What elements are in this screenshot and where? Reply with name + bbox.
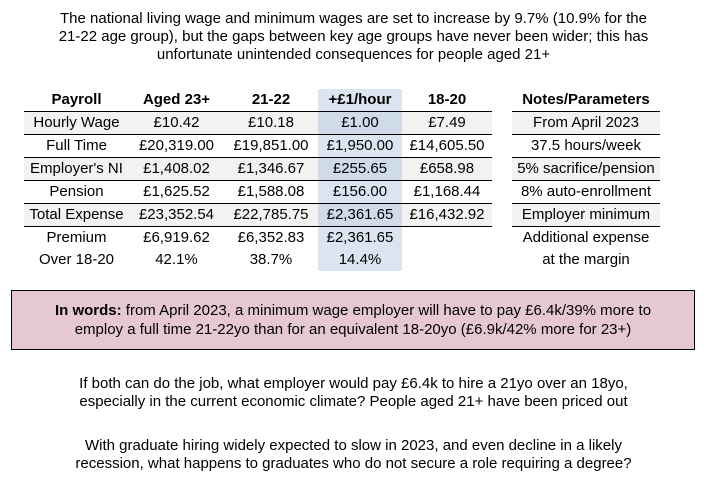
cell-18-20: £1,168.44 bbox=[413, 183, 481, 200]
row-label: Premium bbox=[46, 229, 107, 246]
header-plus-1-hour: +£1/hour bbox=[318, 89, 402, 112]
heading-line: unfortunate unintended consequences for people aged 21+ bbox=[156, 46, 551, 63]
heading bbox=[10, 10, 697, 64]
table-row bbox=[24, 204, 660, 227]
cell-plus-1-hour: £255.65 bbox=[318, 158, 402, 181]
cell-notes: Employer minimum bbox=[512, 204, 660, 227]
cell-plus-1-hour: £156.00 bbox=[318, 181, 402, 204]
table-row bbox=[24, 181, 660, 204]
cell-plus-1-hour: £2,361.65 bbox=[318, 204, 402, 227]
table-header-row bbox=[24, 89, 660, 112]
cell-notes: 8% auto-enrollment bbox=[520, 183, 652, 200]
cell-plus-1-hour: £2,361.65 bbox=[318, 227, 402, 250]
callout-line bbox=[12, 301, 694, 320]
cell-notes: 5% sacrifice/pension bbox=[512, 158, 660, 181]
cell-aged-23: £1,408.02 bbox=[129, 158, 224, 181]
cell-18-20 bbox=[402, 249, 492, 271]
cell-aged-23: £23,352.54 bbox=[129, 204, 224, 227]
cell-plus-1-hour: £1,950.00 bbox=[318, 135, 402, 158]
paragraph-line: recession, what happens to graduates who do not secure a role requiring a degree? bbox=[75, 455, 632, 472]
cell-21-22: £1,346.67 bbox=[224, 158, 318, 181]
row-label: Hourly Wage bbox=[24, 112, 129, 135]
table-row bbox=[24, 112, 660, 135]
cell-aged-23: £10.42 bbox=[129, 112, 224, 135]
row-label: Over 18-20 bbox=[38, 251, 115, 268]
cell-aged-23: £1,625.52 bbox=[143, 183, 210, 200]
cell-18-20 bbox=[402, 227, 492, 250]
cell-plus-1-hour: 14.4% bbox=[318, 249, 402, 271]
heading-line: 21-22 age group), but the gaps between key age groups have never been wider; this has bbox=[58, 28, 649, 45]
header-notes: Notes/Parameters bbox=[522, 91, 650, 108]
cell-aged-23: £6,919.62 bbox=[143, 229, 210, 246]
cell-21-22: £10.18 bbox=[224, 112, 318, 135]
callout-text: from April 2023, a minimum wage employer will have to pay £6.4k/39% more to bbox=[121, 302, 652, 319]
cell-plus-1-hour: £1.00 bbox=[318, 112, 402, 135]
table-row bbox=[24, 158, 660, 181]
row-label: Total Expense bbox=[24, 204, 129, 227]
paragraph-line: especially in the current economic climate? People aged 21+ have been priced out bbox=[79, 393, 628, 410]
paragraph-line: With graduate hiring widely expected to slow in 2023, and even decline in a likely bbox=[85, 437, 622, 454]
header-18-20: 18-20 bbox=[427, 91, 467, 108]
cell-18-20: £658.98 bbox=[402, 158, 492, 181]
in-words-callout bbox=[11, 290, 695, 350]
cell-21-22: £22,785.75 bbox=[224, 204, 318, 227]
cell-21-22: £6,352.83 bbox=[237, 229, 305, 246]
header-aged-23: Aged 23+ bbox=[142, 91, 211, 108]
cell-notes: From April 2023 bbox=[512, 112, 660, 135]
cell-notes: at the margin bbox=[542, 251, 630, 268]
cell-21-22: £1,588.08 bbox=[237, 183, 305, 200]
callout-lead: In words: bbox=[54, 302, 122, 319]
table-row bbox=[24, 135, 660, 158]
cell-notes: Additional expense bbox=[522, 229, 650, 246]
cell-aged-23: £20,319.00 bbox=[138, 137, 215, 154]
row-label: Employer's NI bbox=[24, 158, 129, 181]
paragraph-line: If both can do the job, what employer would pay £6.4k to hire a 21yo over an 18yo, bbox=[79, 375, 628, 392]
cell-18-20: £14,605.50 bbox=[409, 137, 485, 154]
cell-18-20: £16,432.92 bbox=[402, 204, 492, 227]
paragraph-priced-out bbox=[10, 375, 697, 411]
header-21-22: 21-22 bbox=[251, 91, 291, 108]
paragraph-graduates bbox=[10, 437, 697, 473]
header-payroll: Payroll bbox=[51, 91, 102, 108]
cell-aged-23: 42.1% bbox=[155, 251, 198, 268]
cell-notes: 37.5 hours/week bbox=[530, 137, 642, 154]
cell-18-20: £7.49 bbox=[402, 112, 492, 135]
cell-21-22: £19,851.00 bbox=[233, 137, 309, 154]
heading-line: The national living wage and minimum wages are set to increase by 9.7% (10.9% for the bbox=[60, 10, 647, 27]
cell-21-22: 38.7% bbox=[249, 251, 293, 268]
table-row bbox=[24, 249, 660, 271]
payroll-table bbox=[24, 89, 660, 271]
table-row bbox=[24, 227, 660, 250]
row-label: Pension bbox=[49, 183, 104, 200]
callout-line: employ a full time 21-22yo than for an equivalent 18-20yo (£6.9k/42% more for 23+) bbox=[74, 321, 632, 338]
row-label: Full Time bbox=[46, 137, 107, 154]
